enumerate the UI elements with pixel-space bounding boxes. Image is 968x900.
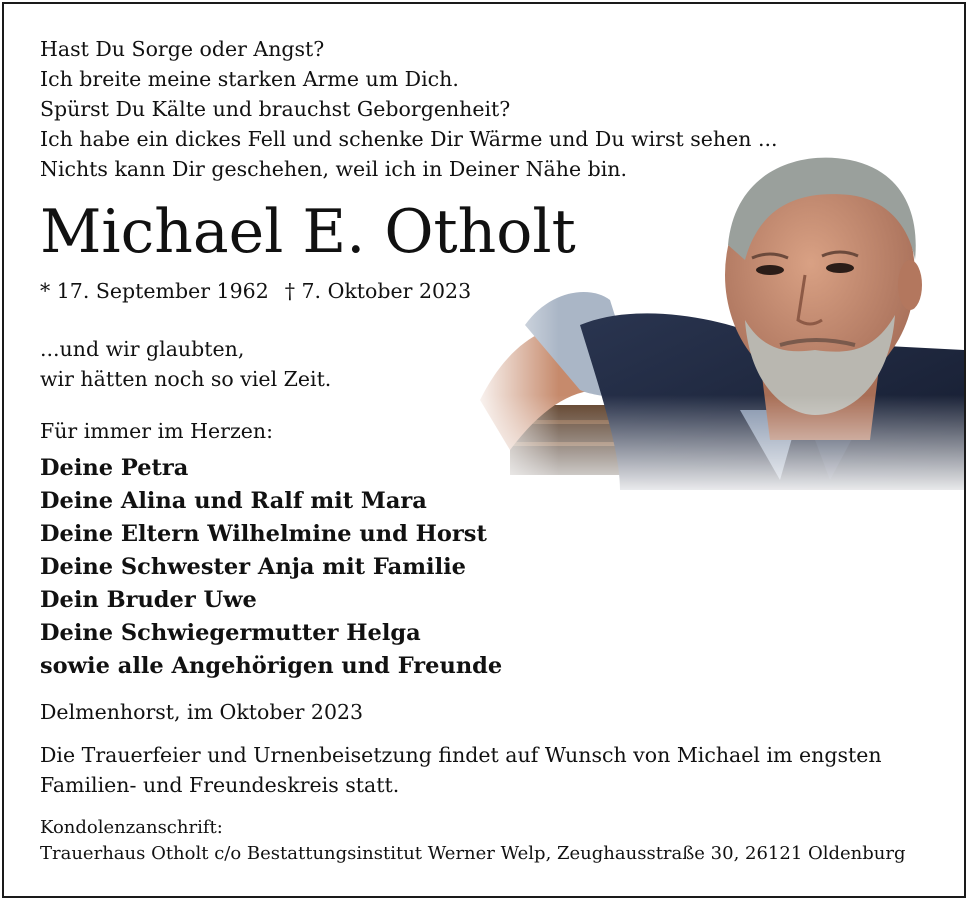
poem-line: Ich habe ein dickes Fell und schenke Dir Wärme und Du wirst sehen ... [40, 127, 778, 151]
quote-line: ...und wir glaubten, [40, 337, 245, 361]
condolence-address: Trauerhaus Otholt c/o Bestattungsinstitut Werner Welp, Zeughausstraße 30, 26121 Oldenburg [40, 843, 906, 864]
family-member: Deine Eltern Wilhelmine und Horst [40, 521, 487, 547]
place-date: Delmenhorst, im Oktober 2023 [40, 700, 364, 724]
forever-in-heart: Für immer im Herzen: [40, 419, 273, 443]
life-dates [40, 277, 471, 305]
deceased-name: Michael E. Otholt [40, 197, 576, 267]
family-member: sowie alle Angehörigen und Freunde [40, 653, 503, 679]
poem-line: Spürst Du Kälte und brauchst Geborgenheit? [40, 97, 511, 121]
family-member: Deine Alina und Ralf mit Mara [40, 488, 427, 514]
family-list [40, 452, 502, 683]
poem-line: Ich breite meine starken Arme um Dich. [40, 67, 459, 91]
condolence-label: Kondolenzanschrift: [40, 817, 223, 838]
family-member: Deine Petra [40, 455, 189, 481]
family-member: Deine Schwiegermutter Helga [40, 620, 421, 646]
death-date: † 7. Oktober 2023 [284, 279, 472, 303]
ceremony-notice [40, 740, 882, 800]
quote [40, 334, 331, 394]
poem-line: Nichts kann Dir geschehen, weil ich in Deiner Nähe bin. [40, 157, 628, 181]
ceremony-line: Die Trauerfeier und Urnenbeisetzung findet auf Wunsch von Michael im engsten [40, 743, 882, 767]
ceremony-line: Familien- und Freundeskreis statt. [40, 773, 400, 797]
poem [40, 34, 778, 184]
family-member: Deine Schwester Anja mit Familie [40, 554, 466, 580]
birth-date: * 17. September 1962 [40, 279, 269, 303]
family-member: Dein Bruder Uwe [40, 587, 257, 613]
poem-line: Hast Du Sorge oder Angst? [40, 37, 325, 61]
quote-line: wir hätten noch so viel Zeit. [40, 367, 332, 391]
